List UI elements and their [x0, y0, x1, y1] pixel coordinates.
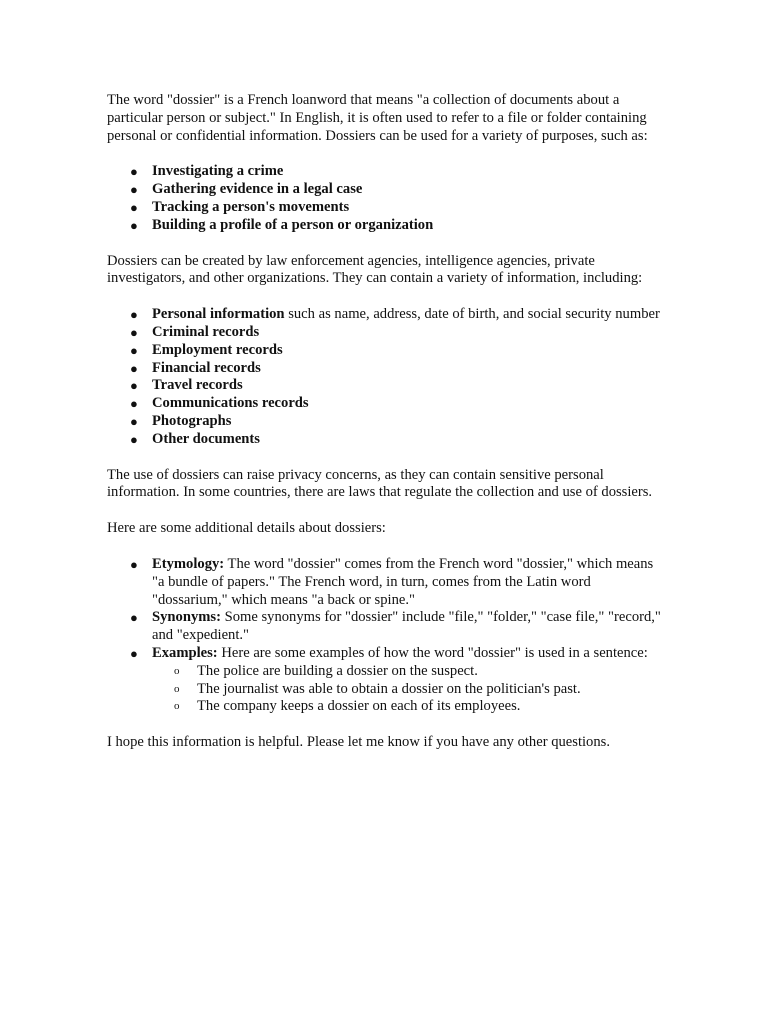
bullet-icon: ● [130, 556, 138, 572]
details-list [107, 556, 667, 716]
info-type-label: Financial records [152, 359, 261, 376]
info-type-label: Travel records [152, 377, 243, 394]
bullet-icon: ● [130, 360, 138, 376]
list-item [107, 360, 667, 378]
detail-term: Synonyms: [152, 609, 221, 626]
detail-text: Some synonyms for "dossier" include "file," "folder," "case file," "record," and "expedient." [152, 609, 661, 644]
example-sentence: The company keeps a dossier on each of its employees. [197, 698, 521, 715]
circle-bullet-icon: o [174, 682, 180, 695]
circle-bullet-icon: o [174, 664, 180, 677]
bullet-icon: ● [130, 431, 138, 447]
purposes-list [107, 163, 667, 234]
bullet-icon: ● [130, 164, 138, 180]
list-item [107, 181, 667, 199]
bullet-icon: ● [130, 378, 138, 394]
bullet-icon: ● [130, 645, 138, 661]
purpose-label: Building a profile of a person or organization [152, 216, 434, 233]
list-item [107, 306, 667, 324]
list-item [107, 413, 667, 431]
list-item [107, 163, 667, 181]
detail-term: Examples: [152, 644, 218, 661]
privacy-paragraph: The use of dossiers can raise privacy concerns, as they can contain sensitive personal information. In some countries, there are laws that regulate the collection and use of dossiers. [107, 466, 653, 501]
list-item [107, 431, 667, 449]
info-type-label: Other documents [152, 430, 260, 447]
bullet-icon: ● [130, 217, 138, 233]
list-item [107, 645, 667, 716]
bullet-icon: ● [130, 324, 138, 340]
list-item [107, 395, 667, 413]
detail-term: Etymology: [152, 555, 225, 572]
bullet-icon: ● [130, 182, 138, 198]
info-types-list [107, 306, 667, 448]
circle-bullet-icon: o [174, 700, 180, 713]
details-intro-paragraph: Here are some additional details about dossiers: [107, 520, 386, 537]
detail-text: Here are some examples of how the word "dossier" is used in a sentence: [217, 644, 648, 661]
list-item [107, 377, 667, 395]
bullet-icon: ● [130, 413, 138, 429]
bullet-icon: ● [130, 396, 138, 412]
detail-text: The word "dossier" comes from the French word "dossier," which means "a bundle of papers." The French word, in turn, comes from the Latin word "dossarium," which means "a back or spine." [152, 555, 654, 608]
info-type-label: Photographs [152, 412, 232, 429]
list-item [107, 609, 667, 645]
list-item [107, 199, 667, 217]
list-item [107, 217, 667, 235]
list-item [152, 663, 667, 681]
info-type-description: such as name, address, date of birth, and social security number [284, 306, 660, 323]
list-item [107, 324, 667, 342]
closing-paragraph: I hope this information is helpful. Please let me know if you have any other questions. [107, 734, 610, 751]
list-item [107, 342, 667, 360]
info-type-label: Personal information [152, 306, 285, 323]
example-sentence: The journalist was able to obtain a dossier on the politician's past. [197, 680, 581, 697]
document-body [107, 92, 667, 770]
bullet-icon: ● [130, 307, 138, 323]
info-type-label: Communications records [152, 395, 309, 412]
bullet-icon: ● [130, 199, 138, 215]
list-item [107, 556, 667, 609]
example-sentence: The police are building a dossier on the suspect. [197, 662, 478, 679]
bullet-icon: ● [130, 342, 138, 358]
bullet-icon: ● [130, 610, 138, 626]
info-type-label: Employment records [152, 341, 283, 358]
creators-paragraph: Dossiers can be created by law enforcement agencies, intelligence agencies, private investigators, and other organizations. They can contain a variety of information, including: [107, 252, 643, 287]
info-type-label: Criminal records [152, 323, 260, 340]
purpose-label: Investigating a crime [152, 163, 284, 180]
intro-paragraph: The word "dossier" is a French loanword that means "a collection of documents about a particular person or subject." In English, it is often used to refer to a file or folder containing personal or confidential information. Dossiers can be used for a variety of purposes, such as: [107, 92, 648, 144]
examples-list [152, 663, 667, 716]
list-item [152, 698, 667, 716]
purpose-label: Tracking a person's movements [152, 198, 350, 215]
list-item [152, 681, 667, 699]
purpose-label: Gathering evidence in a legal case [152, 181, 363, 198]
